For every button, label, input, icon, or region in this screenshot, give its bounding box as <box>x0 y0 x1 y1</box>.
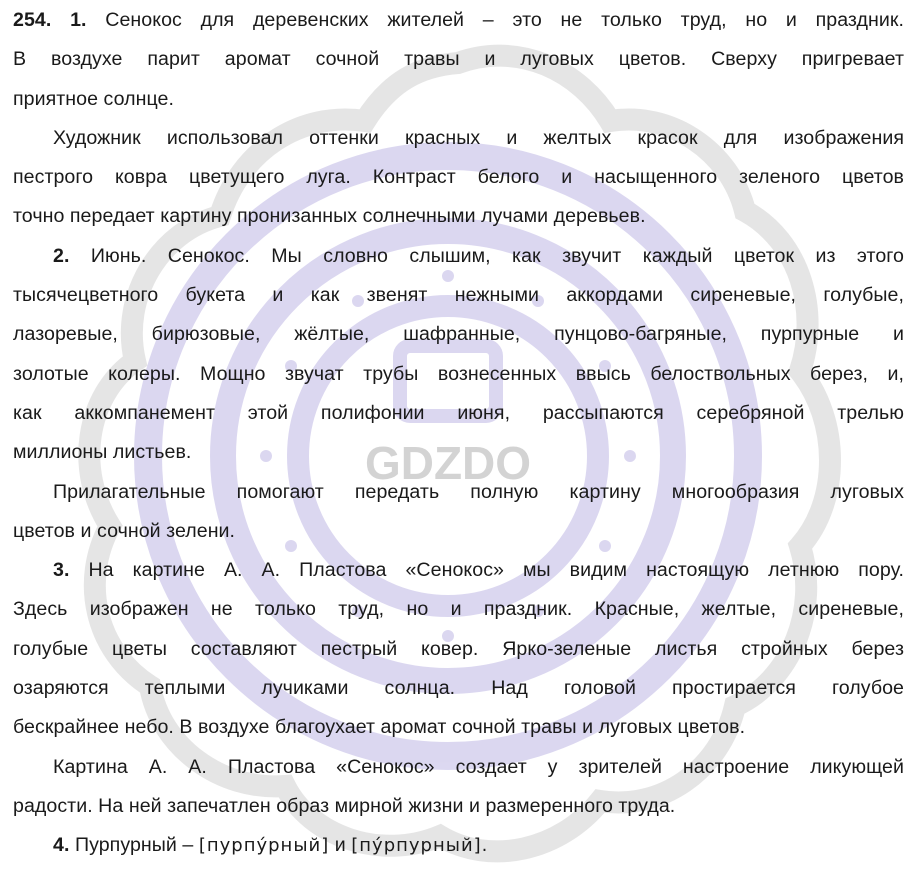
p2-line-2: тысячецветного букета и как звенят нежными аккордами сиреневые, голубые, <box>13 284 904 307</box>
p4-transcription-1: [пурпу́рный] <box>198 835 330 857</box>
p1-number: 1. <box>70 9 87 31</box>
p3b-line-1: Картина А. А. Пластова «Сенокос» создает у зрителей настроение ликующей <box>53 755 904 778</box>
p2-number: 2. <box>53 244 70 267</box>
exercise-page <box>0 1 917 866</box>
exercise-number: 254. <box>13 9 52 31</box>
p2-line-3: лазоревые, бирюзовые, жёлтые, шафранные, пунцово-багряные, пурпурные и <box>13 323 904 346</box>
p2-line-4: золотые колеры. Мощно звучат трубы вознесенных ввысь белоствольных берез, и, <box>13 362 904 385</box>
p4-text: Пурпурный – <box>74 834 194 857</box>
p1-text-1: Сенокос для деревенских жителей – это не только труд, но и праздник. <box>105 9 904 31</box>
p3-line-3: голубые цветы составляют пестрый ковер. Ярко-зеленые листья стройных берез <box>13 637 904 660</box>
p4-number: 4. <box>53 834 70 857</box>
p2-line-1 <box>13 237 904 276</box>
p2-line-6: миллионы листьев. <box>13 441 192 464</box>
watermark-text: GDZDO <box>364 437 532 489</box>
p3-number: 3. <box>53 559 70 582</box>
p1b-line-1: Художник использовал оттенки красных и желтых красок для изображения <box>53 126 904 149</box>
p3-line-5: бескрайнее небо. В воздухе благоухает аромат сочной травы и луговых цветов. <box>13 716 746 739</box>
p4-transcription-2: [пу́рпурный]. <box>351 835 489 857</box>
p3-line-1 <box>13 551 904 590</box>
p4-line-1 <box>13 826 904 865</box>
p3b-line-2: радости. На ней запечатлен образ мирной жизни и размеренного труда. <box>13 794 676 817</box>
p1b-line-2: пестрого ковра цветущего луга. Контраст белого и насыщенного зеленого цветов <box>13 166 904 189</box>
p2-line-5: как аккомпанемент этой полифонии июня, рассыпаются серебряной трелью <box>13 401 904 424</box>
p2b-line-2: цветов и сочной зелени. <box>13 519 236 542</box>
p1-line-2: В воздухе парит аромат сочной травы и луговых цветов. Сверху пригревает <box>13 48 904 71</box>
p1-line-3: приятное солнце. <box>13 87 174 110</box>
p1b-line-3: точно передает картину пронизанных солнечными лучами деревьев. <box>13 205 646 228</box>
p3-line-2: Здесь изображен не только труд, но и праздник. Красные, желтые, сиреневые, <box>13 598 904 621</box>
p2b-line-1: Прилагательные помогают передать полную картину многообразия луговых <box>53 480 904 503</box>
p3-text-1: На картине А. А. Пластова «Сенокос» мы видим настоящую летнюю пору. <box>88 559 904 582</box>
p4-and: и <box>334 834 346 857</box>
p1-line-1 <box>13 1 904 40</box>
p3-line-4: озаряются теплыми лучиками солнца. Над головой простирается голубое <box>13 677 904 700</box>
p2-text-1: Июнь. Сенокос. Мы словно слышим, как звучит каждый цветок из этого <box>90 244 904 267</box>
